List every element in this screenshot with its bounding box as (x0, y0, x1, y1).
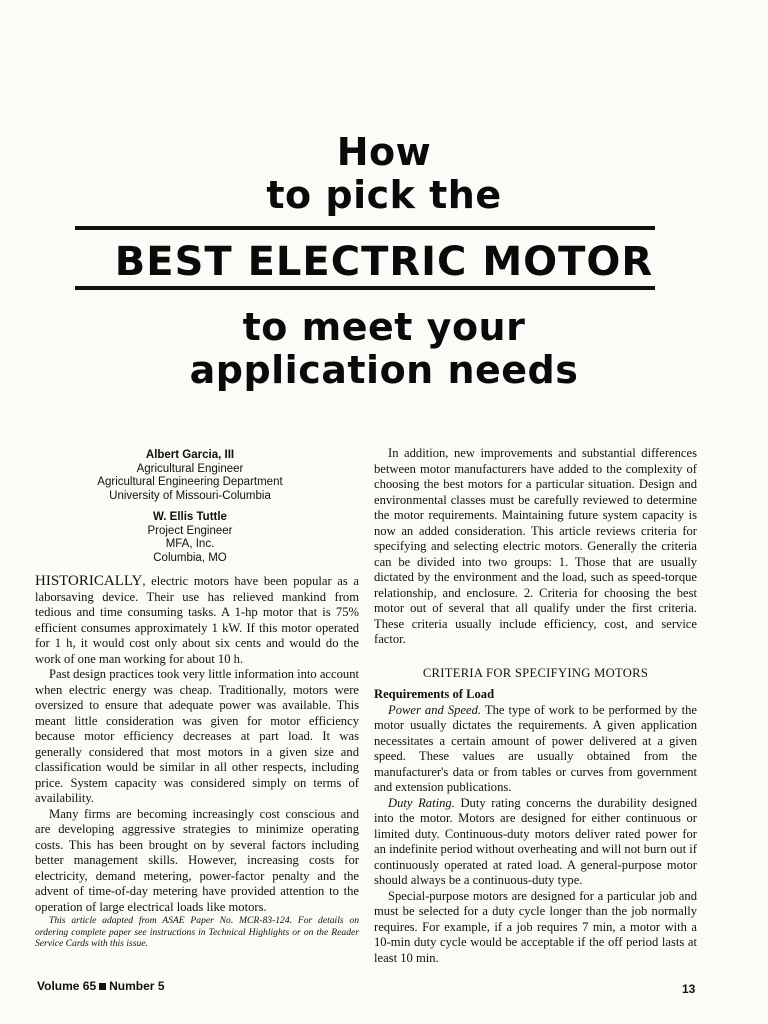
paragraph: Many firms are becoming increasingly cost conscious and are developing aggressive strategies to minimize operating costs. This has been brought on by several factors including better management skills. However, increasing costs for electricity, demand metering, power-factor penalty and the advent of time-of-day metering have provided attention to the operation of large electrical loads like motors. (35, 806, 359, 914)
author-location: Columbia, MO (153, 551, 227, 564)
paragraph-text: The type of work to be performed by the motor usually dictates the requirements. A given application necessitates a certain amount of power delivered at a given speed. These values are usually obtained from the manufacturer's data or from tables or curves from government and extension publications. (374, 702, 697, 794)
paragraph-text: , electric motors have been popular as a laborsaving device. Their use has relieved mankind from tedious and time consuming tasks. A 1-hp motor that is 75% efficient consumes approximately 1 kW. If this motor operated for 1 h, it would cost only about six cents and would do the work of one man working for about 10 h. (35, 574, 359, 666)
author-2 (70, 511, 310, 565)
author-name: Albert Garcia, III (145, 449, 235, 461)
paragraph (374, 796, 697, 889)
left-column (35, 574, 359, 950)
square-bullet-icon (99, 983, 106, 990)
paragraph: Special-purpose motors are designed for a particular job and must be selected for a duty cycle longer than the job normally requires. For example, if a job requires 7 min, a motor with a 10-min duty cycle would be acceptable if the off period lasts at least 10 min. (374, 888, 697, 965)
title-rule-top (75, 226, 655, 230)
title-line-2: to pick the (266, 173, 502, 217)
lead-word: HISTORICALLY (35, 573, 143, 589)
subheading: Requirements of Load (374, 687, 495, 701)
number-label: Number 5 (109, 979, 165, 993)
author-list (70, 449, 310, 573)
paragraph: In addition, new improvements and substantial differences between motor manufacturers have added to the complexity of choosing the best motors for a particular situation. Design and environmental classes must be carefully reviewed to determine the motor requirements. Maintaining future system capacity is now an added consideration. This article reviews criteria for specifying and selecting electric motors. Generally the criteria can be divided into two groups: 1. Those that are usually dictated by the environment and the load, such as speed-torque relationship, and enclosure. 2. Criteria for choosing the best motor out of several that all qualify under the first criteria. These criteria usually include efficiency, cost, and service factor. (374, 446, 697, 646)
title-line-1: How (336, 130, 432, 174)
runin-heading: Power and Speed. (388, 702, 482, 717)
title-rule-bottom (75, 286, 655, 290)
volume-label: Volume 65 (37, 979, 97, 993)
paragraph-text: Duty rating concerns the durability designed into the motor. Motors are designed for either continuous or limited duty. Continuous-duty motors deliver rated power for an indefinite period without overheating and will not burn out if continuously operated at rated load. A general-purpose motor should always be a continuous-duty type. (374, 795, 698, 887)
author-title: Agricultural Engineer (136, 462, 244, 475)
paragraph: Past design practices took very little information into account when electric energy was cheap. Traditionally, motors were oversized to ensure that adequate power was available. This meant little consideration was given for motor efficiency because motor efficiency decreases at part load. It was generally considered that most motors in a given size and classification would be similar in all other respects, including price. System capacity was considered simply on terms of availability. (35, 667, 359, 805)
footnote: This article adapted from ASAE Paper No. MCR-83-124. For details on ordering complete paper see instructions in Technical Highlights or on the Reader Service Cards with this issue. (35, 915, 359, 949)
issue-info (37, 979, 165, 993)
title-line-4: to meet your (242, 305, 526, 349)
page-number: 13 (682, 982, 696, 996)
runin-heading: Duty Rating. (388, 795, 455, 810)
title-main: BEST ELECTRIC MOTOR (114, 239, 654, 285)
right-column (374, 446, 697, 966)
author-affiliation: MFA, Inc. (165, 538, 215, 550)
author-affiliation: University of Missouri-Columbia (109, 489, 271, 502)
author-name: W. Ellis Tuttle (153, 511, 227, 523)
title-line-5: application needs (189, 348, 579, 392)
paragraph (374, 703, 697, 796)
author-department: Agricultural Engineering Department (97, 476, 283, 488)
paragraph (35, 574, 359, 667)
author-1 (70, 449, 310, 503)
section-heading: CRITERIA FOR SPECIFYING MOTORS (422, 665, 649, 680)
author-title: Project Engineer (147, 524, 233, 537)
